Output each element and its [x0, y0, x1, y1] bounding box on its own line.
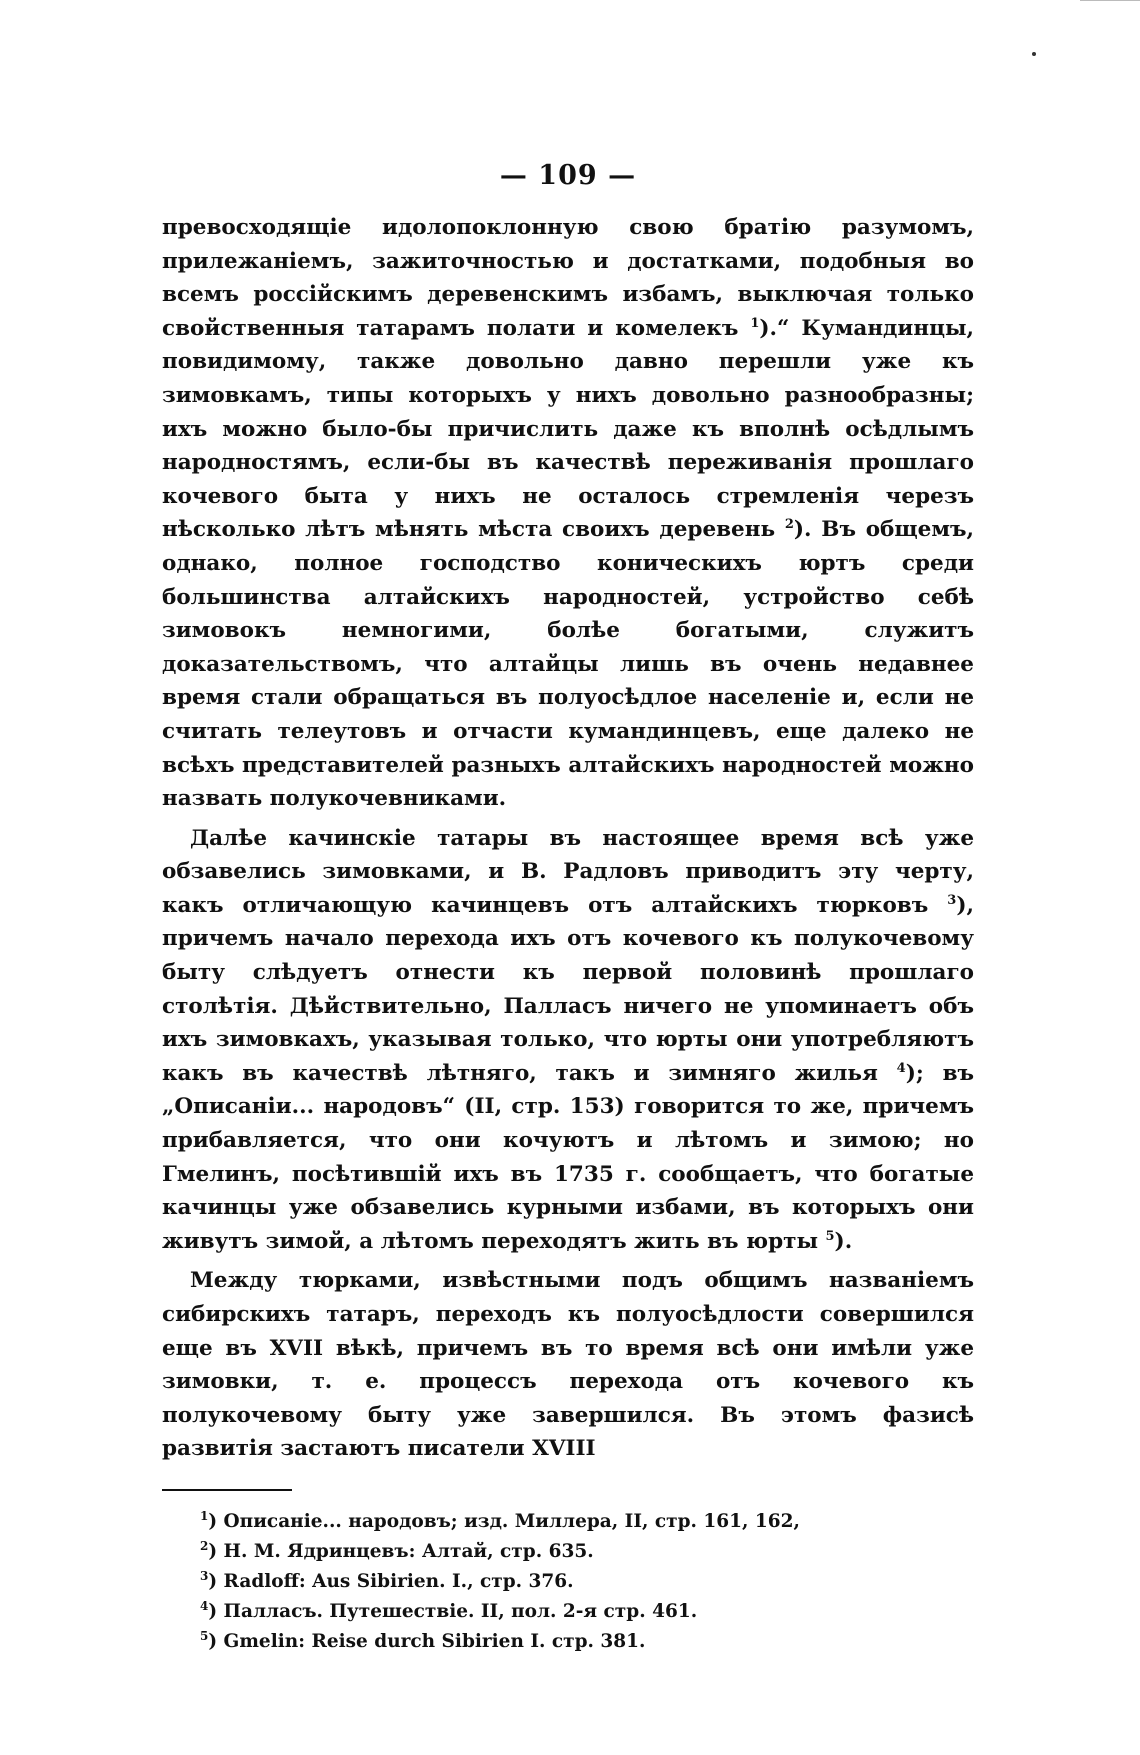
text-run: Между тюрками, извѣстными подъ общимъ названіемъ сибирскихъ татаръ, переходъ къ полуосѣдлости совершился еще въ XVII вѣкѣ, причемъ въ то время всѣ они имѣли уже зимовки, т. е. процессъ перехода отъ кочевого къ полукочевому быту уже завершился. Въ этомъ фазисѣ развитія застаютъ писатели XVIII [162, 1268, 974, 1462]
footnote-ref[interactable]: 4 [896, 1060, 906, 1076]
footnote-ref[interactable]: 1 [750, 315, 760, 331]
footnote-number: 4 [200, 1598, 209, 1613]
footnote-item [200, 1567, 974, 1597]
text-run: ); въ „Описаніи... народовъ“ (II, стр. 153) говорится то же, причемъ прибавляется, что они кочуютъ и лѣтомъ и зимою; но Гмелинъ, посѣтившій ихъ въ 1735 г. сообщаетъ, что богатые качинцы уже обзавелись курными избами, въ которыхъ они живутъ зимой, а лѣтомъ переходятъ жить въ юрты [162, 1060, 974, 1254]
body-text [162, 211, 974, 1466]
text-run: Далѣе качинскіе татары въ настоящее время всѣ уже обзавелись зимовками, и В. Радловъ приводитъ эту черту, какъ отличающую качинцевъ отъ алтайскихъ тюрковъ [162, 825, 974, 918]
paragraph [162, 211, 974, 816]
text-run: ). Въ общемъ, однако, полное господство коническихъ юртъ среди большинства алтайскихъ народностей, устройство себѣ зимовокъ немногими, болѣе богатыми, служитъ доказательствомъ, что алтайцы лишь въ очень недавнее время стали обращаться въ полуосѣдлое населеніе и, если не считать телеутовъ и отчасти кумандинцевъ, еще далеко не всѣхъ представителей разныхъ алтайскихъ народностей можно назвать полукочевниками. [162, 517, 974, 812]
text-run: ). [759, 315, 778, 341]
footnote-number: 2 [200, 1538, 209, 1553]
paragraph [162, 1264, 974, 1466]
footnote-item [200, 1507, 974, 1537]
footnote-item [200, 1537, 974, 1567]
footnote-number: 5 [200, 1628, 209, 1643]
footnote-text: ) Gmelin: Reise durch Sibirien I. стр. 381. [208, 1630, 646, 1652]
book-page [162, 160, 974, 1657]
text-run: превосходящіе идолопоклонную свою братію разумомъ, прилежаніемъ, зажиточностью и достатками, подобныя во всемъ россійскимъ деревенскимъ избамъ, выключая только свойственныя татарамъ полати и комелекъ [162, 215, 974, 341]
footnote-number: 3 [200, 1568, 209, 1583]
footnote-text: ) Radloff: Aus Sibirien. I., стр. 376. [208, 1570, 574, 1592]
footnote-text: ) Палласъ. Путешествіе. II, пол. 2-я стр. 461. [208, 1600, 698, 1622]
scan-edge-line [1080, 0, 1140, 1]
footnote-text: ) Н. М. Ядринцевъ: Алтай, стр. 635. [208, 1540, 594, 1562]
footnotes-list [162, 1507, 974, 1657]
text-run: ). [834, 1228, 853, 1254]
footnote-number: 1 [200, 1508, 209, 1523]
footnote-ref[interactable]: 5 [825, 1228, 835, 1244]
text-run: “ Кумандинцы, повидимому, также довольно давно перешли уже къ зимовкамъ, типы которыхъ у нихъ довольно разнообразны; ихъ можно было-бы причислить даже къ вполнѣ осѣдлымъ народностямъ, если-бы въ качествѣ переживанія прошлаго кочевого быта у нихъ не осталось стремленія черезъ нѣсколько лѣтъ мѣнять мѣста своихъ деревень [162, 315, 974, 543]
footnote-ref[interactable]: 2 [784, 517, 794, 533]
scan-ink-speck [1032, 52, 1036, 56]
footnote-ref[interactable]: 3 [947, 892, 957, 908]
footnote-divider [162, 1489, 292, 1491]
text-run: ), причемъ начало перехода ихъ отъ кочевого къ полукочевому быту слѣдуетъ отнести къ первой половинѣ прошлаго столѣтія. Дѣйствительно, Палласъ ничего не упоминаетъ объ ихъ зимовкахъ, указывая только, что юрты они употребляютъ какъ въ качествѣ лѣтняго, такъ и зимняго жилья [162, 892, 974, 1086]
footnote-text: ) Описаніе... народовъ; изд. Миллера, II, стр. 161, 162, [208, 1510, 800, 1532]
page-number: — 109 — [499, 160, 637, 191]
footnote-item [200, 1627, 974, 1657]
footnote-item [200, 1597, 974, 1627]
paragraph [162, 822, 974, 1259]
